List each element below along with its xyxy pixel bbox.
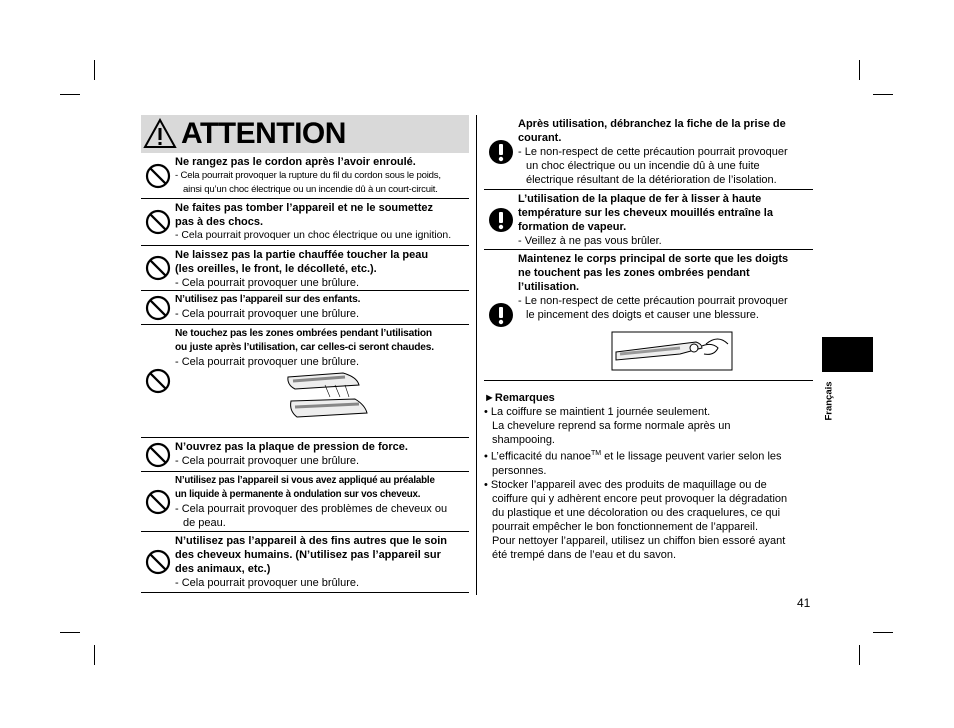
prohibition-icon xyxy=(145,368,171,394)
mandatory-heading: l’utilisation. xyxy=(518,281,580,293)
attention-header xyxy=(141,115,469,153)
warning-heading: des animaux, etc.) xyxy=(175,563,271,575)
warning-heading: pas à des chocs. xyxy=(175,216,264,228)
crop-mark xyxy=(859,60,860,80)
crop-mark xyxy=(94,645,95,665)
warning-item xyxy=(141,325,469,438)
warning-detail: - Cela pourrait provoquer la rupture du fil du cordon sous le poids, xyxy=(175,170,441,181)
language-text: Français xyxy=(823,381,835,421)
warning-detail: - Cela pourrait provoquer une brûlure. xyxy=(175,455,360,467)
mandatory-detail: - Le non-respect de cette précaution pourrait provoquer xyxy=(518,146,788,158)
warning-heading: Ne laissez pas la partie chauffée toucher la peau xyxy=(175,249,429,261)
warning-detail: - Cela pourrait provoquer une brûlure. xyxy=(175,577,360,589)
notes-bullet xyxy=(484,447,814,464)
warning-item xyxy=(141,246,469,291)
warning-detail: de peau. xyxy=(183,517,226,529)
attention-title: ATTENTION xyxy=(181,117,346,150)
hair-iron-illustration xyxy=(285,371,375,423)
prohibition-icon xyxy=(145,255,171,281)
notes-text: et le lissage peuvent varier selon les xyxy=(601,450,782,463)
warning-heading: Ne touchez pas les zones ombrées pendant l’utilisation xyxy=(175,328,432,339)
warning-item xyxy=(141,153,469,199)
language-label xyxy=(822,376,836,426)
warning-triangle-icon xyxy=(143,118,177,150)
mandatory-detail: - Veillez à ne pas vous brûler. xyxy=(518,235,662,247)
notes-text: • L’efficacité du nanoe xyxy=(484,450,592,463)
prohibition-icon xyxy=(145,489,171,515)
warning-item xyxy=(141,472,469,532)
crop-mark xyxy=(60,632,80,633)
page-number: 41 xyxy=(797,596,811,610)
crop-mark xyxy=(873,94,893,95)
mandatory-heading: formation de vapeur. xyxy=(518,221,627,233)
warning-detail: - Cela pourrait provoquer une brûlure. xyxy=(175,308,360,320)
prohibition-icon xyxy=(145,549,171,575)
warning-detail: ainsi qu’un choc électrique ou un incendie dû à un court-circuit. xyxy=(183,184,438,195)
warning-heading: des cheveux humains. (N’utilisez pas l’appareil sur xyxy=(175,549,441,561)
mandatory-item xyxy=(484,115,813,190)
notes-text: La chevelure reprend sa forme normale après un xyxy=(492,420,731,432)
mandatory-heading: L’utilisation de la plaque de fer à lisser à haute xyxy=(518,193,762,205)
mandatory-detail: électrique résultant de la détérioration de l’isolation. xyxy=(526,174,777,186)
notes-text: pourrait empêcher le bon fonctionnement de l’appareil. xyxy=(492,520,758,533)
mandatory-detail: - Le non-respect de cette précaution pourrait provoquer xyxy=(518,295,788,307)
prohibition-icon xyxy=(145,442,171,468)
warning-detail: - Cela pourrait provoquer des problèmes de cheveux ou xyxy=(175,503,448,515)
mandatory-detail: le pincement des doigts et causer une blessure. xyxy=(526,309,759,321)
hair-iron-grip-illustration xyxy=(610,326,734,374)
notes-text: du plastique et une décoloration ou des craquelures, ce qui xyxy=(492,506,781,519)
crop-mark xyxy=(94,60,95,80)
notes-section xyxy=(484,391,814,562)
prohibition-icon xyxy=(145,163,171,189)
crop-mark xyxy=(873,632,893,633)
warning-heading: Ne faites pas tomber l’appareil et ne le soumettez xyxy=(175,202,433,214)
notes-text: été trempé dans de l’eau et du savon. xyxy=(492,548,677,561)
warning-heading: N’utilisez pas l’appareil sur des enfants. xyxy=(175,294,361,305)
warning-heading: N’ouvrez pas la plaque de pression de force. xyxy=(175,441,408,453)
mandatory-detail: un choc électrique ou un incendie dû à une fuite xyxy=(526,160,760,172)
warning-item xyxy=(141,199,469,246)
attention-section xyxy=(141,115,469,593)
mandatory-heading: courant. xyxy=(518,132,562,144)
warning-heading: un liquide à permanente à ondulation sur vos cheveux. xyxy=(175,489,421,500)
warning-heading: Ne rangez pas le cordon après l’avoir enroulé. xyxy=(175,156,416,168)
column-divider xyxy=(476,115,477,595)
trademark-sup: TM xyxy=(591,450,602,457)
notes-text: Pour nettoyer l’appareil, utilisez un chiffon bien essoré ayant xyxy=(492,534,786,547)
notes-text: personnes. xyxy=(492,464,547,477)
warning-detail: - Cela pourrait provoquer un choc électrique ou une ignition. xyxy=(175,230,452,241)
mandatory-action-icon xyxy=(488,139,514,165)
language-tab xyxy=(822,337,873,372)
notes-title: ►Remarques xyxy=(484,392,555,404)
crop-mark xyxy=(859,645,860,665)
warning-item xyxy=(141,532,469,593)
mandatory-heading: température sur les cheveux mouillés entraîne la xyxy=(518,207,773,219)
notes-bullet: • Stocker l’appareil avec des produits de maquillage ou de xyxy=(484,478,767,491)
notes-text: shampooing. xyxy=(492,434,555,446)
warning-heading: ou juste après l’utilisation, car celles-ci seront chaudes. xyxy=(175,342,434,353)
warning-detail: - Cela pourrait provoquer une brûlure. xyxy=(175,277,360,289)
mandatory-action-icon xyxy=(488,207,514,233)
warning-heading: (les oreilles, le front, le décolleté, etc.). xyxy=(175,263,377,275)
mandatory-item xyxy=(484,190,813,250)
warning-item xyxy=(141,291,469,325)
mandatory-item xyxy=(484,250,813,381)
prohibition-icon xyxy=(145,295,171,321)
notes-bullet: • La coiffure se maintient 1 journée seulement. xyxy=(484,406,711,418)
mandatory-action-icon xyxy=(488,302,514,328)
prohibition-icon xyxy=(145,209,171,235)
warning-heading: N’utilisez pas l’appareil à des fins autres que le soin xyxy=(175,535,448,547)
warning-heading: N’utilisez pas l’appareil si vous avez appliqué au préalable xyxy=(175,475,435,486)
mandatory-section xyxy=(484,115,813,381)
warning-detail: - Cela pourrait provoquer une brûlure. xyxy=(175,356,360,368)
crop-mark xyxy=(60,94,80,95)
mandatory-heading: Maintenez le corps principal de sorte que les doigts xyxy=(518,253,789,265)
mandatory-heading: Après utilisation, débranchez la fiche de la prise de xyxy=(518,118,786,130)
warning-item xyxy=(141,438,469,472)
mandatory-heading: ne touchent pas les zones ombrées pendant xyxy=(518,267,750,279)
notes-text: coiffure qui y adhèrent encore peut provoquer la dégradation xyxy=(492,492,788,505)
